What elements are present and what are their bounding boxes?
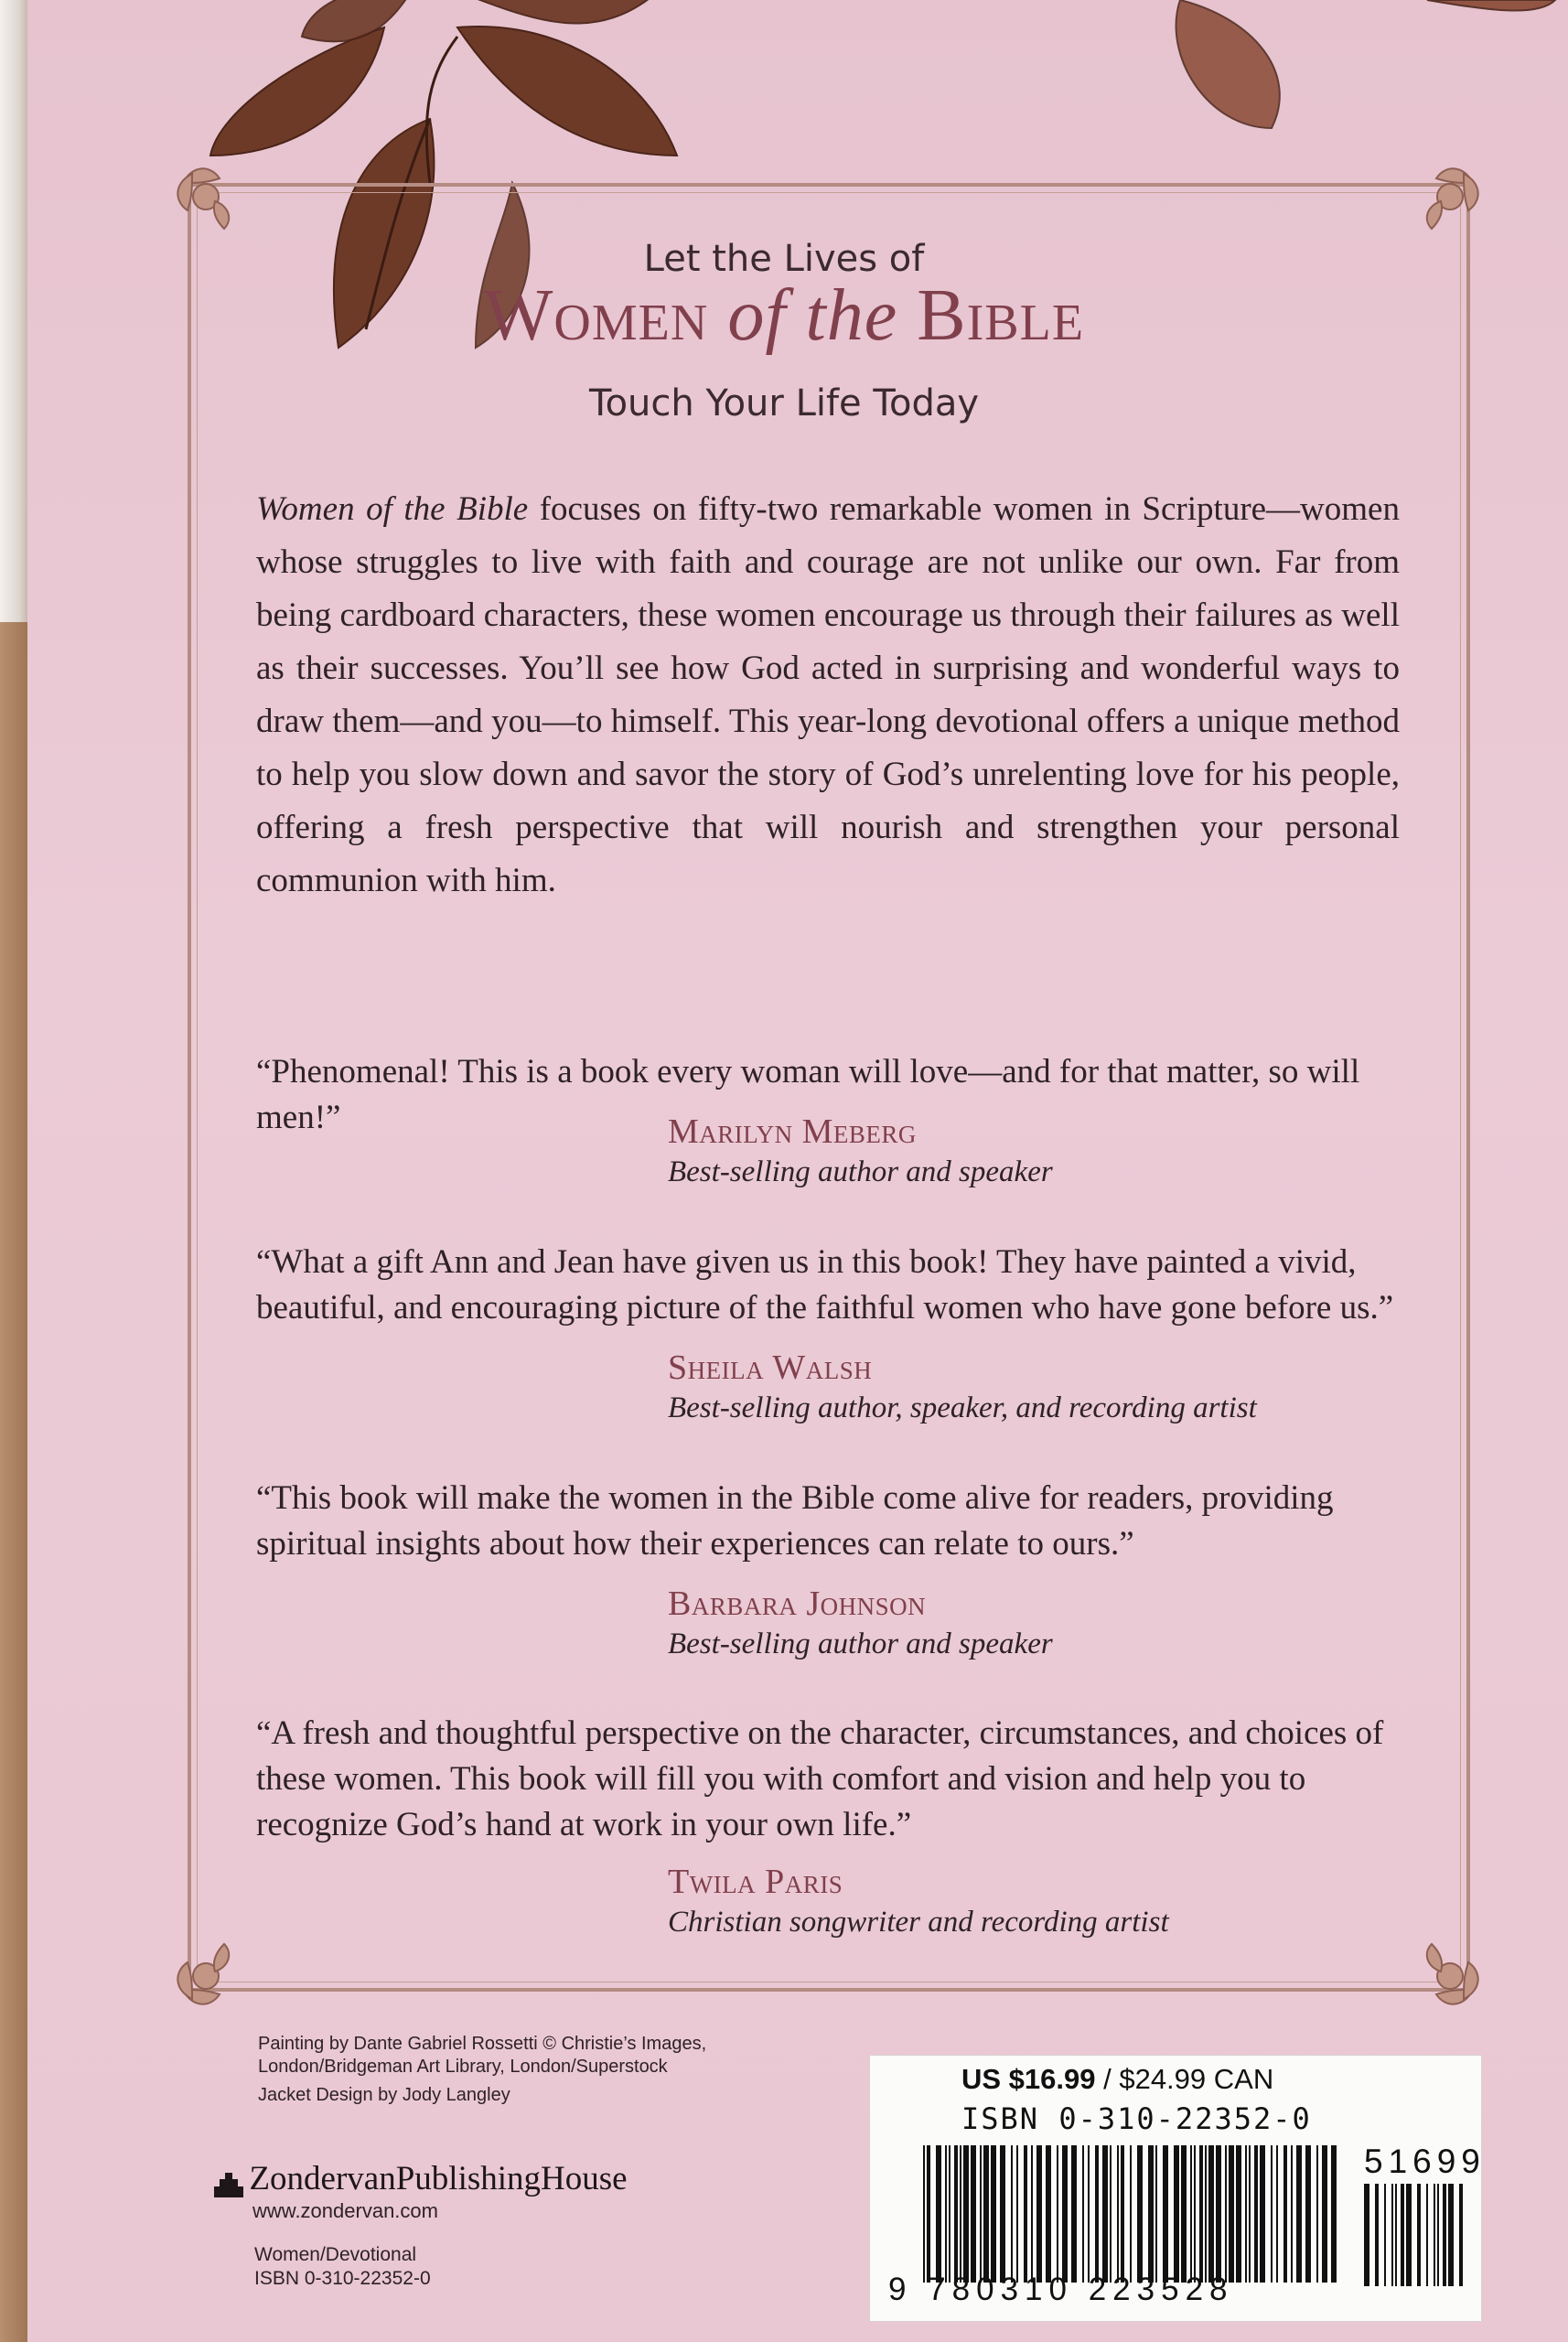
corner-flourish-icon: [1400, 156, 1491, 247]
barcode-bar: [1406, 2184, 1412, 2286]
barcode-bar: [1401, 2184, 1404, 2286]
barcode-bar: [1216, 2145, 1221, 2283]
barcode-bar: [1260, 2145, 1265, 2283]
barcode-bar: [1384, 2184, 1386, 2286]
publisher-logo-icon: [212, 2172, 245, 2199]
barcode-bar: [1276, 2145, 1278, 2283]
barcode-bar: [1199, 2145, 1203, 2283]
category-isbn: ISBN 0-310-22352-0: [254, 2268, 431, 2289]
price-addon-barcode: [1364, 2184, 1465, 2286]
barcode-bar: [1364, 2184, 1369, 2286]
corner-flourish-icon: [165, 1926, 256, 2017]
barcode-bar: [1121, 2145, 1124, 2283]
barcode-bar: [1016, 2145, 1018, 2283]
barcode-bar: [1000, 2145, 1005, 2283]
publisher-name: ZondervanPublishingHouse: [249, 2160, 628, 2197]
leaf-icon: [430, 0, 659, 24]
endorsement-quote: “A fresh and thoughtful perspective on the character, circumstances, and choices of these women. This book will fill you with comfort and vision and help you to recognize God’s hand at work in your own life.”: [256, 1714, 1384, 1843]
barcode-bar: [1031, 2145, 1033, 2283]
barcode-bar: [960, 2145, 961, 2283]
endorsement-quote: “Phenomenal! This is a book every woman will love—and for that matter, so will men!”: [256, 1053, 1360, 1136]
barcode-bar: [1426, 2184, 1428, 2286]
leaf-icon: [210, 27, 384, 156]
barcode-bar: [1062, 2145, 1068, 2283]
barcode-bar: [1375, 2184, 1379, 2286]
barcode-bar: [1137, 2145, 1143, 2283]
title-of-the: of the: [727, 275, 898, 356]
barcode-bar: [1236, 2145, 1241, 2283]
sticker-isbn: ISBN 0-310-22352-0: [961, 2101, 1312, 2136]
painting-credit-line2: London/Bridgeman Art Library, London/Superstock: [258, 2057, 668, 2077]
jacket-design-credit: Jacket Design by Jody Langley: [258, 2085, 510, 2105]
barcode-bar: [991, 2145, 996, 2283]
endorsement-quote: “What a gift Ann and Jean have given us in this book! They have painted a vivid, beautiful, and encouraging picture of the faithful women who have gone before us.”: [256, 1243, 1394, 1327]
barcode-bar: [1057, 2145, 1058, 2283]
barcode-bar: [945, 2145, 947, 2283]
barcode-bar: [1245, 2145, 1247, 2283]
barcode-bar: [971, 2145, 976, 2283]
barcode-bar: [1271, 2145, 1273, 2283]
barcode-bar: [1130, 2145, 1132, 2283]
barcode-bar: [1322, 2145, 1327, 2283]
endorsement-attribution: [668, 1584, 1053, 1664]
barcode-bar: [1148, 2145, 1154, 2283]
spine-band: [0, 622, 27, 2342]
barcode-bar: [1283, 2145, 1287, 2283]
barcode-bar: [1443, 2184, 1446, 2286]
endorsement-attribution: [668, 1112, 1053, 1192]
barcode-bar: [963, 2145, 969, 2283]
barcode-bar: [1437, 2184, 1439, 2286]
barcode-bar: [1036, 2145, 1042, 2283]
isbn-barcode: [923, 2145, 1344, 2283]
leaf-icon: [302, 0, 412, 41]
barcode-bar: [1225, 2145, 1227, 2283]
price-barcode-sticker: [869, 2055, 1486, 2322]
leaf-icon: [1427, 0, 1555, 11]
barcode-bar: [1296, 2145, 1302, 2283]
category-block: [254, 2243, 431, 2291]
book-title: [0, 274, 1568, 358]
barcode-bar: [1102, 2145, 1108, 2283]
corner-flourish-icon: [1400, 1926, 1491, 2017]
barcode-bar: [1082, 2145, 1084, 2283]
barcode-bar: [1194, 2145, 1196, 2283]
barcode-bar: [1163, 2145, 1168, 2283]
barcode-bar: [1249, 2145, 1251, 2283]
barcode-bar: [1417, 2184, 1421, 2286]
endorser-name: Sheila Walsh: [668, 1348, 873, 1387]
price-label: [961, 2063, 1273, 2096]
barcode-bar: [1391, 2184, 1393, 2286]
barcode-bar: [1331, 2145, 1337, 2283]
leaf-icon: [457, 27, 677, 156]
barcode-bar: [927, 2145, 930, 2283]
ean-number: 9 780310 223528: [888, 2272, 1234, 2307]
barcode-bar: [1459, 2184, 1463, 2286]
price-us: US $16.99: [961, 2063, 1096, 2095]
endorser-name: Barbara Johnson: [668, 1585, 927, 1623]
endorser-name: Twila Paris: [668, 1863, 843, 1901]
barcode-bar: [1305, 2145, 1311, 2283]
title-bible: Bible: [917, 275, 1085, 356]
barcode-bar: [1024, 2145, 1027, 2283]
endorser-name: Marilyn Meberg: [668, 1112, 917, 1151]
barcode-bar: [954, 2145, 958, 2283]
barcode-bar: [1316, 2145, 1318, 2283]
barcode-bar: [936, 2145, 941, 2283]
endorsement-quote: “This book will make the women in the Bible come alive for readers, providing spiritual insights about how their experiences can relate to ours.”: [256, 1479, 1334, 1563]
barcode-bar: [1117, 2145, 1119, 2283]
barcode-bar: [1071, 2145, 1077, 2283]
barcode-bar: [923, 2145, 925, 2283]
barcode-bar: [1395, 2184, 1397, 2286]
barcode-bar: [983, 2145, 989, 2283]
endorser-role: Christian songwriter and recording artist: [668, 1906, 1169, 1939]
barcode-bar: [1291, 2145, 1293, 2283]
corner-flourish-icon: [165, 156, 256, 247]
barcode-bar: [1434, 2184, 1435, 2286]
barcode-bar: [1205, 2145, 1207, 2283]
barcode-bar: [1110, 2145, 1112, 2283]
price-can: / $24.99 CAN: [1095, 2063, 1274, 2095]
endorser-role: Best-selling author, speaker, and recording artist: [668, 1391, 1257, 1424]
barcode-bar: [1046, 2145, 1051, 2283]
barcode-bar: [949, 2145, 950, 2283]
description-title-italic: Women of the Bible: [256, 490, 529, 528]
publisher-url: www.zondervan.com: [252, 2198, 438, 2222]
barcode-bar: [1088, 2145, 1090, 2283]
publisher-block: [212, 2159, 628, 2223]
barcode-addon-number: 51699: [1364, 2143, 1486, 2180]
barcode-bar: [1095, 2145, 1099, 2283]
endorsement-attribution: [668, 1862, 1169, 1942]
barcode-bar: [1011, 2145, 1013, 2283]
description-text: focuses on fifty-two remarkable women in Scripture—women whose struggles to live with faith and courage are not unlike our own. Far from being cardboard characters, these women encourage us through their failures as well as their successes. You’ll see how God acted in surprising and wonderful ways to draw them—and you—to himself. This year-long devotional offers a unique method to help you slow down and savor the story of God’s unrelenting love for his people, offering a fresh perspective that will nourish and strengthen your personal communion with him.: [256, 490, 1400, 899]
category-label: Women/Devotional: [254, 2244, 417, 2265]
endorsement-attribution: [668, 1348, 1257, 1428]
leaf-icon: [1176, 0, 1280, 128]
image-credits: [258, 2033, 706, 2107]
title-women: Women: [483, 275, 709, 356]
barcode-bar: [1208, 2145, 1214, 2283]
endorser-role: Best-selling author and speaker: [668, 1628, 1053, 1660]
barcode-bar: [1190, 2145, 1192, 2283]
barcode-bar: [1174, 2145, 1179, 2283]
headline-lead: Let the Lives of: [643, 238, 925, 280]
painting-credit-line1: Painting by Dante Gabriel Rossetti © Christie’s Images,: [258, 2034, 707, 2054]
book-description: [256, 483, 1400, 908]
barcode-bar: [1181, 2145, 1187, 2283]
barcode-bar: [1229, 2145, 1234, 2283]
barcode-bar: [980, 2145, 982, 2283]
barcode-bar: [1254, 2145, 1258, 2283]
endorser-role: Best-selling author and speaker: [668, 1155, 1053, 1188]
barcode-bar: [1155, 2145, 1157, 2283]
barcode-bar: [1448, 2184, 1454, 2286]
headline-subtitle: Touch Your Life Today: [588, 382, 980, 424]
